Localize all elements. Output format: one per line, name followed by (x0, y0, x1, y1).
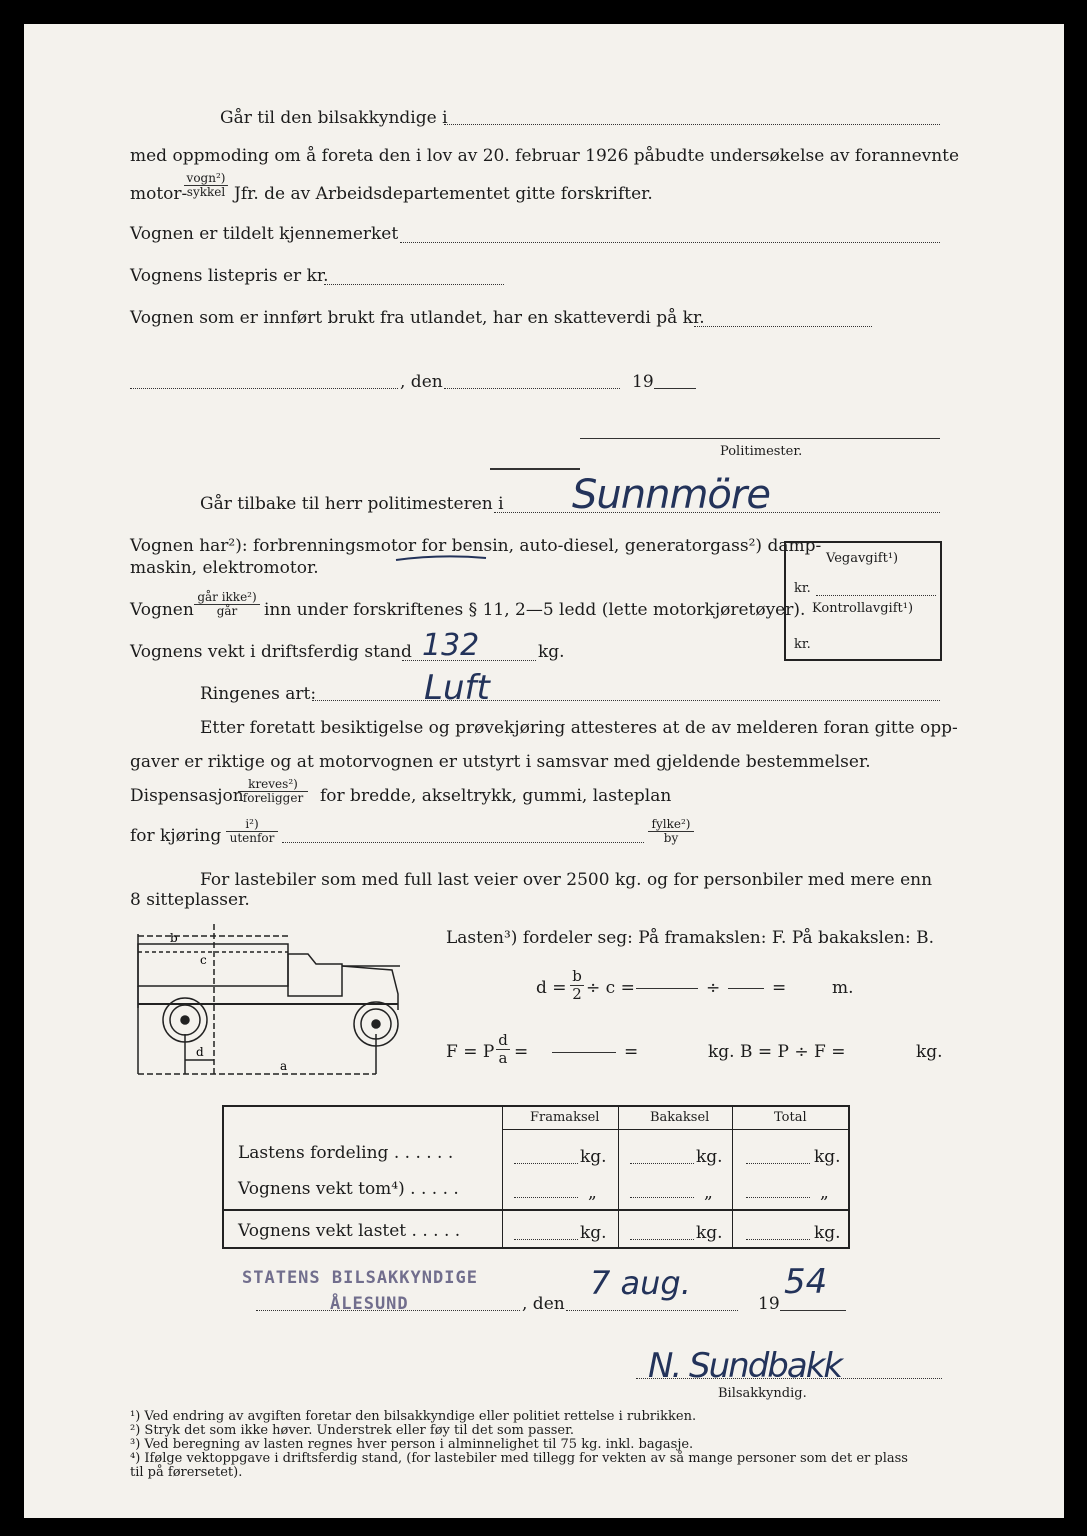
equals-sign: = (772, 978, 787, 998)
row-load-front-field[interactable] (514, 1163, 578, 1164)
motor-prefix: motor- (130, 184, 188, 204)
divide-sign: ÷ (706, 978, 721, 998)
row-load-rear-field[interactable] (630, 1163, 694, 1164)
diagram-label-c: c (200, 953, 207, 967)
year-prefix: 19 (632, 372, 654, 392)
header-total: Total (774, 1110, 807, 1125)
motor-fraction: vogn²) sykkel (184, 172, 228, 199)
attest-line-1: Etter foretatt besiktigelse og prøvekjøring attesteres at de av melderen foran gitte opp- (200, 718, 958, 738)
row-loaded-rear-unit: kg. (696, 1223, 723, 1243)
trucks-line-1: For lastebiler som med full last veier over 2500 kg. og for personbiler med mere enn (200, 870, 933, 890)
cargo-box (138, 944, 288, 986)
row-load-label: Lastens fordeling . . . . . . (238, 1143, 454, 1163)
engine-underline (394, 554, 488, 564)
footnote-2: ²) Stryk det som ikke høver. Understrek eller føy til det som passer. (130, 1423, 575, 1438)
drive-area-field[interactable] (282, 842, 644, 843)
engine-line-2: maskin, elektromotor. (130, 558, 319, 578)
d-calc-field-2[interactable] (728, 988, 764, 989)
footnote-3: ³) Ved beregning av lasten regnes hver person i alminnelighet til 75 kg. inkl. bagasje. (130, 1437, 694, 1452)
dispensation-suffix: for bredde, akseltrykk, gummi, lasteplan (320, 786, 672, 806)
truck-diagram (130, 924, 420, 1084)
expert-signature: N. Sundbakk (648, 1346, 842, 1386)
diagram-label-a: a (280, 1059, 288, 1073)
road-fee-label: Vegavgift¹) (826, 551, 899, 566)
goes-to-label: Går til den bilsakkyndige i (220, 108, 448, 128)
row-empty-front-field[interactable] (514, 1197, 578, 1198)
row-empty-total-field[interactable] (746, 1197, 810, 1198)
row-loaded-total-field[interactable] (746, 1239, 810, 1240)
list-price-field[interactable] (324, 284, 504, 285)
f-calc-field[interactable] (552, 1052, 616, 1053)
signature-den: , den (522, 1294, 565, 1314)
goes-suffix: inn under forskriftenes § 11, 2—5 ledd (lette motorkjøretøyer). (264, 600, 806, 620)
document-page (24, 24, 1064, 1518)
stamp-place-field[interactable] (256, 1310, 520, 1311)
weight-handwriting: 132 (422, 628, 480, 663)
politimester-signature-line[interactable] (580, 438, 940, 439)
d-equals: d = (536, 978, 567, 998)
diagram-label-d: d (196, 1045, 204, 1059)
row-empty-rear-unit: „ (704, 1183, 713, 1203)
date-field[interactable] (444, 388, 620, 389)
f-eq-2: = (624, 1042, 639, 1062)
trucks-line-2: 8 sitteplasser. (130, 890, 250, 910)
signature-year-field[interactable] (780, 1310, 846, 1311)
control-fee-kr: kr. (794, 637, 811, 652)
motor-suffix: Jfr. de av Arbeidsdepartementet gitte forskrifter. (234, 184, 653, 204)
politimester-label: Politimester. (720, 444, 803, 459)
county-fraction: fylke²) by (648, 818, 694, 845)
footnote-1: ¹) Ved endring av avgiften foretar den bilsakkyndige eller politiet rettelse i rubrikken. (130, 1409, 697, 1424)
row-load-total-field[interactable] (746, 1163, 810, 1164)
header-rear-axle: Bakaksel (650, 1110, 710, 1125)
attest-line-2: gaver er riktige og at motorvognen er utstyrt i samsvar med gjeldende bestemmelser. (130, 752, 871, 772)
list-price-label: Vognens listepris er kr. (130, 266, 329, 286)
load-table (222, 1105, 850, 1249)
tyres-field[interactable] (312, 700, 940, 701)
row-loaded-front-field[interactable] (514, 1239, 578, 1240)
vognen-label: Vognen (130, 600, 194, 620)
meter-unit: m. (832, 978, 854, 998)
d-over-a: $\frac{d}{a}$ (496, 1032, 510, 1067)
stamp-line-2: ÅLESUND (330, 1294, 409, 1314)
road-fee-field[interactable] (816, 595, 936, 596)
b-over-2: $\frac{b}{2}$ (570, 968, 584, 1003)
import-label: Vognen som er innført brukt fra utlandet, har en skatteverdi på kr. (130, 308, 705, 328)
row-empty-total-unit: „ (820, 1183, 829, 1203)
tyres-handwriting: Luft (424, 668, 490, 708)
row-loaded-label: Vognens vekt lastet . . . . . (238, 1221, 461, 1241)
date-den-label: , den (400, 372, 443, 392)
return-label: Går tilbake til herr politimesteren i (200, 494, 504, 514)
truck-cab (288, 954, 342, 996)
control-fee-label: Kontrollavgift¹) (812, 601, 914, 616)
tyres-label: Ringenes art: (200, 684, 317, 704)
signature-date-field[interactable] (566, 1310, 738, 1311)
expert-role: Bilsakkyndig. (718, 1386, 807, 1401)
footnote-4-cont: til på førersetet). (130, 1465, 243, 1480)
fee-box (784, 541, 942, 661)
registration-label: Vognen er tildelt kjennemerket (130, 224, 399, 244)
row-empty-label: Vognens vekt tom⁴) . . . . . (238, 1179, 459, 1199)
year-field[interactable] (654, 388, 696, 389)
weight-unit: kg. (538, 642, 565, 662)
dispensation-label: Dispensasjon (130, 786, 244, 806)
footnote-4: ⁴) Ifølge vektoppgave i driftsferdig stand, (for lastebiler med tillegg for vekten av så mange personer som det er plass (130, 1451, 908, 1466)
request-line: med oppmoding om å foreta den i lov av 20. februar 1926 påbudte undersøkelse av forannevnte (130, 146, 960, 166)
road-fee-kr: kr. (794, 581, 811, 596)
drive-fraction: i²) utenfor (226, 818, 278, 845)
return-place-handwriting: Sunnmöre (572, 472, 770, 518)
row-loaded-total-unit: kg. (814, 1223, 841, 1243)
weight-label: Vognens vekt i driftsferdig stand (130, 642, 412, 662)
row-loaded-front-unit: kg. (580, 1223, 607, 1243)
engine-line-1: Vognen har²): forbrenningsmotor for bensin, auto-diesel, generatorgass²) damp- (130, 536, 822, 556)
goes-fraction: går ikke²) går (194, 591, 260, 618)
b-kg-unit: kg. (916, 1042, 943, 1062)
f-eq-1: = (514, 1042, 529, 1062)
header-front-axle: Framaksel (530, 1110, 600, 1125)
f-equals-p: F = P (446, 1042, 495, 1062)
diagram-label-b: b (170, 931, 178, 945)
d-calc-field-1[interactable] (636, 988, 698, 989)
import-value-field[interactable] (694, 326, 872, 327)
row-loaded-rear-field[interactable] (630, 1239, 694, 1240)
load-distribution-line: Lasten³) fordeler seg: På framakslen: F. På bakakslen: B. (446, 928, 935, 948)
drive-label: for kjøring (130, 826, 222, 846)
section-divider (490, 468, 580, 470)
stamp-line-1: STATENS BILSAKKYNDIGE (242, 1268, 478, 1288)
dispensation-fraction: kreves²) foreligger (238, 778, 308, 805)
signature-date-handwriting: 7 aug. (590, 1264, 691, 1302)
row-load-rear-unit: kg. (696, 1147, 723, 1167)
place-field[interactable] (130, 388, 398, 389)
signature-year-prefix: 19 (758, 1294, 780, 1314)
b-equals: kg. B = P ÷ F = (708, 1042, 846, 1062)
row-load-front-unit: kg. (580, 1147, 607, 1167)
row-empty-front-unit: „ (588, 1183, 597, 1203)
signature-year-handwriting: 54 (784, 1262, 828, 1302)
row-load-total-unit: kg. (814, 1147, 841, 1167)
row-empty-rear-field[interactable] (630, 1197, 694, 1198)
goes-to-field[interactable] (444, 124, 940, 125)
registration-field[interactable] (400, 242, 940, 243)
minus-c: ÷ c = (586, 978, 635, 998)
